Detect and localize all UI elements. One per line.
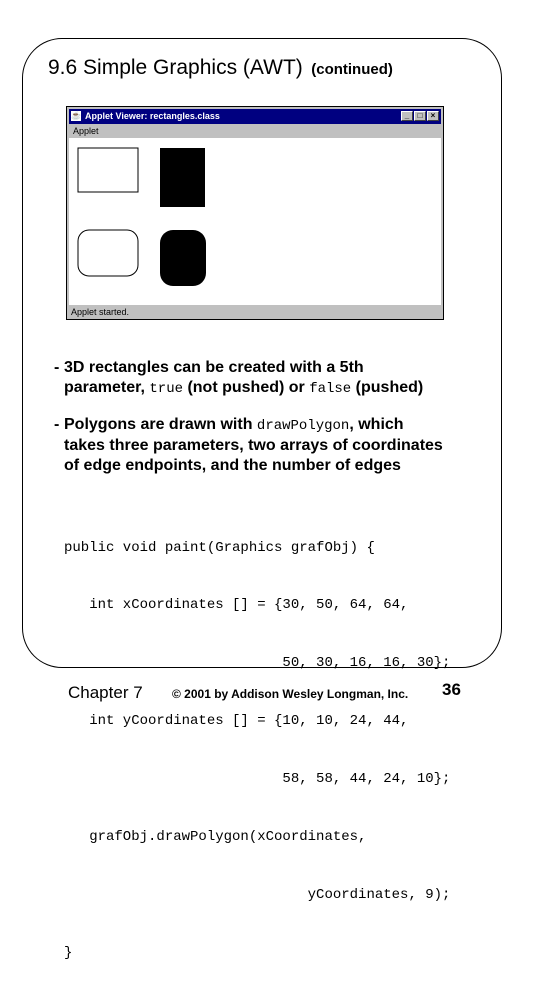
code-true: true <box>149 381 183 397</box>
bullet-text: takes three parameters, two arrays of coordinates <box>64 437 443 454</box>
bullet-3d-rectangles <box>54 358 423 399</box>
code-line: } <box>64 944 73 961</box>
bullet-dash: - <box>54 359 60 376</box>
bullet-dash: - <box>54 416 60 433</box>
filled-round-rectangle <box>160 230 206 286</box>
code-line: int yCoordinates [] = {10, 10, 24, 44, <box>64 713 409 730</box>
java-app-icon: ☕ <box>71 111 81 120</box>
code-line: int xCoordinates [] = {30, 50, 64, 64, <box>64 597 409 614</box>
footer-copyright: © 2001 by Addison Wesley Longman, Inc. <box>172 687 409 701</box>
close-button[interactable]: × <box>427 111 439 121</box>
code-block <box>64 500 450 982</box>
window-titlebar[interactable] <box>69 109 441 124</box>
slide-title-main: 9.6 Simple Graphics (AWT) <box>48 56 303 79</box>
bullet-text: , which <box>349 416 404 433</box>
code-line: grafObj.drawPolygon(xCoordinates, <box>64 829 367 846</box>
bullet-text: Polygons are drawn with <box>64 416 257 433</box>
bullet-text: parameter, <box>64 379 150 396</box>
menu-bar <box>69 125 441 138</box>
filled-rectangle <box>160 148 205 207</box>
bullet-text: 3D rectangles can be created with a 5th <box>64 359 364 376</box>
bullet-text: (not pushed) or <box>183 379 310 396</box>
minimize-button[interactable]: _ <box>401 111 413 121</box>
applet-viewer-window <box>66 106 444 320</box>
slide-title <box>48 56 393 80</box>
applet-canvas <box>69 138 441 305</box>
bullet-text: of edge endpoints, and the number of edges <box>64 457 401 474</box>
status-bar: Applet started. <box>71 307 130 317</box>
window-title: Applet Viewer: rectangles.class <box>85 111 220 121</box>
footer-chapter: Chapter 7 <box>68 683 143 702</box>
bullet-polygons <box>54 415 443 476</box>
bullet-text: (pushed) <box>351 379 424 396</box>
applet-drawing <box>69 138 443 305</box>
maximize-button[interactable]: □ <box>414 111 426 121</box>
menu-applet[interactable]: Applet <box>73 126 99 136</box>
slide-title-suffix: (continued) <box>311 61 393 78</box>
code-line: 50, 30, 16, 16, 30}; <box>64 655 451 672</box>
outlined-rectangle <box>78 148 138 192</box>
outlined-round-rectangle <box>78 230 138 276</box>
code-drawpolygon: drawPolygon <box>256 418 350 434</box>
code-false: false <box>309 381 352 397</box>
code-line: public void paint(Graphics grafObj) { <box>64 539 375 556</box>
code-line: 58, 58, 44, 24, 10}; <box>64 771 451 788</box>
code-line: yCoordinates, 9); <box>64 886 451 903</box>
page-number: 36 <box>442 680 461 699</box>
